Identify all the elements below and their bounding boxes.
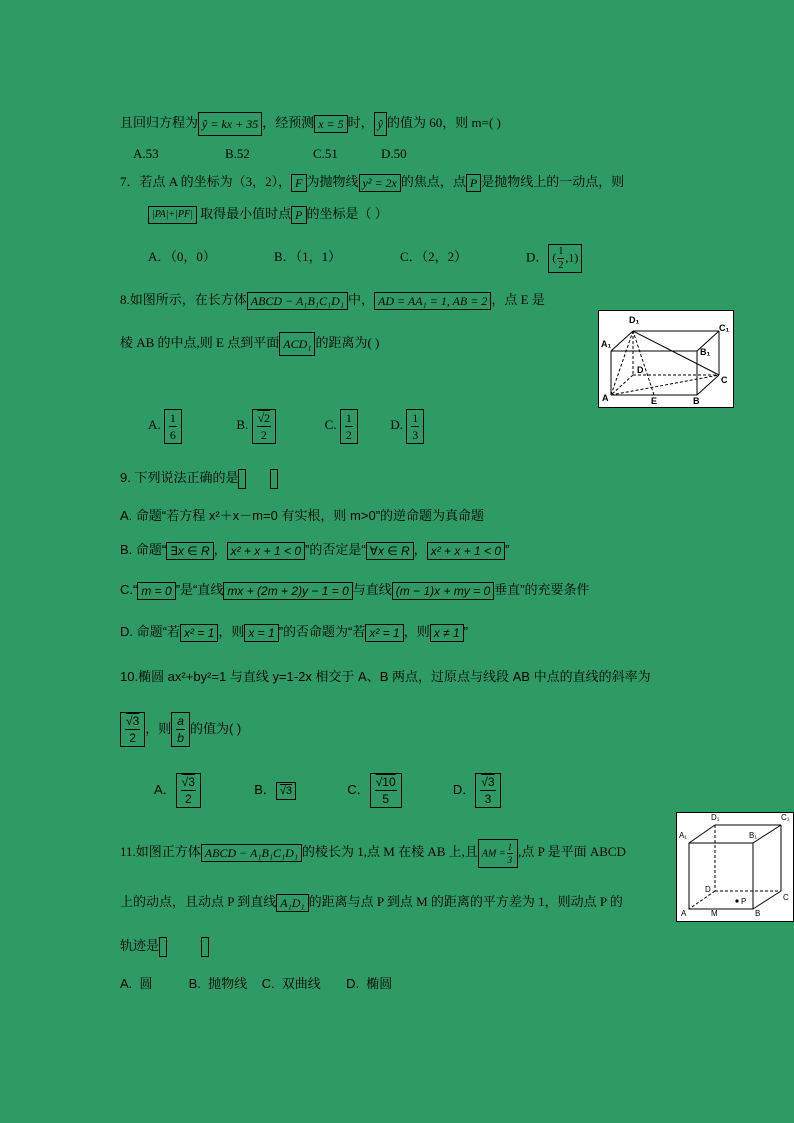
q7-option-a: A．（0，0） [148,249,216,265]
q8-plane: ACD₁ [279,332,315,356]
q10-option-c-label: C． [347,782,370,797]
q11-options: A. 圆 B. 抛物线 C. 双曲线 D. 椭圆 [120,976,393,991]
q8-label-d: D [637,365,644,375]
q11-line3 [120,936,209,957]
q9-b-box2: x² + x + 1 < 0 [227,542,305,560]
q8-option-a [164,409,182,444]
q8-label-c1: C₁ [719,323,730,333]
q10-mid: ，则 [145,721,172,736]
q10-slope-num: √ 3 [125,714,140,730]
q8-label-c: C [721,375,728,385]
q6-cond: x = 5 [314,115,347,133]
q10-tail: 的值为( ) [189,721,242,736]
q8-text-b: 中， [348,292,375,307]
q11-label-a1: A₁ [679,831,688,840]
q11-solid: ABCD − A₁B₁C₁D₁ [201,844,302,862]
q9-option-d [120,622,468,642]
q8-label-b1: B₁ [700,347,711,357]
q8-text-c: ，点 E 是 [491,292,545,307]
q8-line1 [120,290,545,310]
q8-options [148,402,424,448]
q9-d-text-b: ，则 [218,624,245,639]
q8-option-b-label: B. [236,417,249,432]
q11-text-c: ,点 P 是平面 ABCD [518,844,626,859]
q9-b-box1: ∃x ∈ R [166,542,213,560]
q7-option-d-label: D． [526,249,549,265]
q10-slope [120,712,145,747]
q6-option-b: B.52 [225,146,250,161]
q10-line2 [120,706,241,752]
q8-option-c-label: C. [324,417,337,432]
q9-b-comma2: ， [413,542,427,557]
q11-cube-diagram [677,813,793,921]
q7-focus-f: F [291,174,306,192]
q6-option-a: A.53 [133,146,159,161]
q10-slope-den: 2 [129,731,136,746]
q9-d-text-d: ，则 [403,624,430,639]
q7-option-c: C．（2，2） [400,249,468,265]
q7-text-d: 是抛物线上的一动点，则 [481,174,625,189]
q11-label-d1: D₁ [711,813,720,822]
q9-d-box1: x² = 1 [180,624,218,642]
q9-d-end: ” [463,624,469,639]
q8-label-e: E [651,396,658,406]
q8-option-d-num: 1 [412,410,419,425]
q6-options [133,144,407,164]
q8-option-c-num: 1 [345,410,352,425]
q10-option-d-den: 3 [484,792,492,807]
q9-c-text-d: 垂直”的充要条件 [494,582,590,597]
q10-option-b [276,782,296,800]
q9-paren-right [270,469,278,489]
q7-point-p: P [466,174,481,192]
q10-option-d-label: D． [452,782,476,797]
q11-label-p: P [741,897,747,906]
q8-option-b-num: √ 2 [257,411,272,427]
q10-option-d-num: √ 3 [480,775,495,791]
q8-cond: AD = AA₁ = 1, AB = 2 [374,292,491,310]
q7-point-p2: P [291,206,306,224]
q9-d-box2: x = 1 [244,624,278,642]
q7-line2 [148,204,388,224]
q6-mid2: 时， [347,114,374,130]
q9-stem [120,468,278,489]
q11-paren-right [201,937,209,957]
q7-options [148,244,582,273]
q11-label-d: D [705,885,711,894]
q8-label-a: A [602,393,609,403]
q10-option-a-num: √ 3 [181,775,196,791]
q9-option-c [120,580,589,600]
q11-text-e: 的距离与点 P 到点 M 的距离的平方差为 1，则动点 P 的 [308,894,623,909]
q8-option-a-label: A. [148,417,161,432]
q8-line2 [120,332,379,356]
q11-am-den: 3 [507,854,513,865]
q8-label-a1: A₁ [601,339,612,349]
q8-text-e: 的距离为( ) [315,334,380,350]
q9-b-box4: x² + x + 1 < 0 [427,542,505,560]
q11-line1 [120,832,626,872]
q8-label-b: B [693,396,700,406]
q10-option-d [475,773,500,808]
q8-option-c-den: 2 [345,427,352,442]
q6-suffix: 的值为 60，则 m=( ) [387,114,501,130]
q7-text-e: 取得最小值时点 [196,206,292,221]
q11-paren-left [159,937,167,957]
q9-d-box3: x² = 1 [365,624,403,642]
q10-ab-den: b [177,731,184,746]
q7-option-d-tail: ,1) [565,250,579,265]
q10-option-b-val: √ 3 [280,785,292,797]
q11-text-d: 上的动点，且动点 P 到直线 [120,894,277,909]
q7-text-f: 的坐标是（ ） [306,206,388,221]
q11-am [478,839,518,868]
q9-d-text-c: ”的否命题为“若 [278,624,366,639]
q7-option-d-num: 1 [558,246,564,257]
q8-option-d-label: D. [390,417,403,432]
q11-label-a: A [681,909,687,918]
q9-c-box1: m = 0 [137,582,175,600]
q10-options [154,766,501,814]
q7-option-d [548,244,582,273]
q8-option-b [252,409,277,444]
q7-text-c: 的焦点，点 [400,174,466,189]
q9-b-comma: ， [213,542,227,557]
q10-option-c-num: √ 10 [375,775,397,791]
q6-line [120,112,501,136]
q7-text-b: 为抛物线 [306,174,359,189]
q11-cube-figure [676,812,794,922]
q11-line-a1d1: A₁D₁ [276,894,308,912]
q7-expr: |PA|+|PF| [148,206,197,224]
q8-option-a-den: 6 [169,427,176,442]
q9-d-text-a: D. 命题“若 [120,624,180,639]
q10-option-a-label: A． [154,782,176,797]
q8-cuboid-figure [598,310,734,408]
q6-mid: ，经预测 [262,114,315,130]
q6-yhat: ŷ [374,112,387,136]
q8-option-c [340,409,358,444]
q11-text-a: 11.如图正方体 [120,844,201,859]
q10-stem: 10.椭圆 ax²+by²=1 与直线 y=1-2x 相交于 A、B 两点，过原点与线段 AB 中点的直线的斜率为 [120,669,651,684]
q11-text-b: 的棱长为 1,点 M 在棱 AB 上,且 [302,844,478,859]
q7-parabola: y² = 2x [359,174,401,192]
q9-option-a: A. 命题“若方程 x²＋x－m=0 有实根，则 m>0”的逆命题为真命题 [120,508,485,523]
q9-c-box3: (m − 1)x + my = 0 [392,582,494,600]
q9-option-b [120,540,509,560]
q11-label-c: C [783,893,789,902]
q6-prefix: 且回归方程为 [120,114,199,130]
q11-line2 [120,892,623,912]
q9-stem-text: 9. 下列说法正确的是 [120,470,239,485]
q9-b-box3: ∀x ∈ R [366,542,414,560]
q6-option-c: C.51 [313,146,338,161]
q8-text-d: 棱 AB 的中点,则 E 点到平面 [120,334,280,350]
q9-c-text-c: 与直线 [352,582,392,597]
q10-ab [171,712,190,747]
q10-option-c-den: 5 [382,792,389,807]
q11-label-b: B [755,909,761,918]
q7-option-d-den: 2 [558,260,564,271]
q9-paren-left [238,469,246,489]
q8-option-b-den: 2 [260,427,267,442]
q10-option-b-label: B． [254,782,276,797]
q7-line1 [120,172,624,192]
q9-b-end: ” [505,542,510,557]
q8-option-d-den: 3 [412,427,419,442]
q11-label-b1: B₁ [749,831,758,840]
q8-cuboid-diagram [599,311,733,407]
q9-c-box2: mx + (2m + 2)y − 1 = 0 [223,582,352,600]
q10-ab-num: a [177,714,184,729]
q11-am-lhs: AM = [481,847,506,859]
q9-c-text-a: C.“ [120,582,138,597]
q8-text-a: 8.如图所示，在长方体 [120,292,247,307]
q9-c-text-b: ”是“直线 [175,582,224,597]
q6-option-d: D.50 [381,146,407,161]
q10-option-c [370,773,402,808]
q7-option-b: B．（1，1） [274,249,342,265]
q11-text-f: 轨迹是 [120,938,160,953]
q8-option-d [406,409,424,444]
q11-label-m: M [711,909,718,918]
q11-label-c1: C₁ [781,813,790,822]
q9-b-text-b: ”的否定是“ [305,542,366,557]
q7-text-a: 7．若点 A 的坐标为（3，2）， [120,174,292,189]
q11-am-num: 1 [507,841,513,852]
q8-label-d1: D₁ [629,315,640,325]
q10-option-a [176,773,201,808]
q6-regression-eq: ŷ = kx + 35 [198,112,262,136]
q7-option-d-paren: ( [552,250,557,265]
q8-solid: ABCD − A₁B₁C₁D₁ [247,292,348,310]
q8-option-a-num: 1 [169,410,176,425]
q9-b-text-a: B. 命题“ [120,542,167,557]
q9-d-box4: x ≠ 1 [430,624,464,642]
q10-option-a-den: 2 [184,792,192,807]
